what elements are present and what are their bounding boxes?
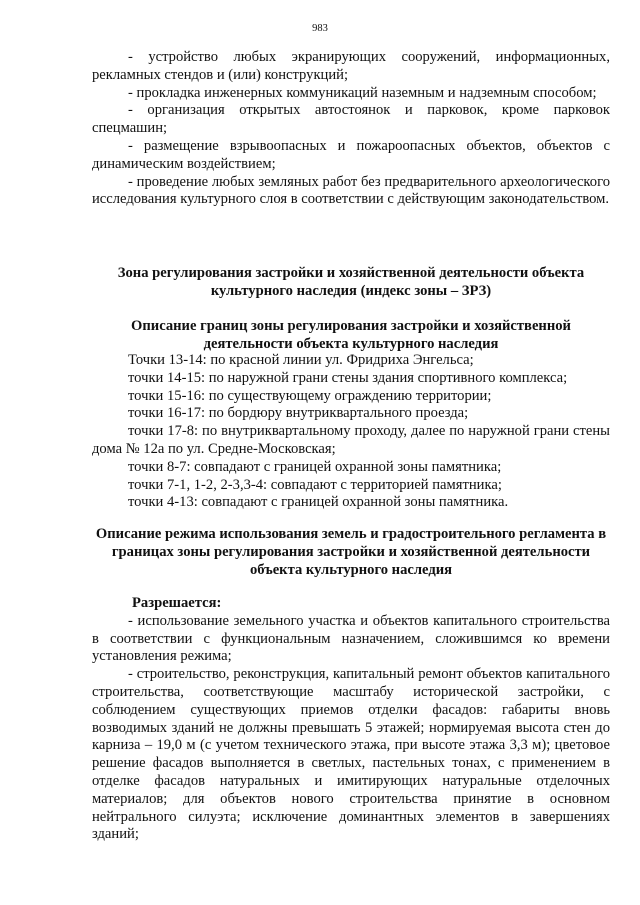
list-item: точки 15-16: по существующему ограждению территории; bbox=[128, 387, 492, 404]
page-number: 983 bbox=[312, 23, 328, 34]
allowed-label: Разрешается: bbox=[132, 595, 222, 611]
list-item: точки 7-1, 1-2, 2-3,3-4: совпадают с территорией памятника; bbox=[128, 476, 502, 493]
list-item: точки 8-7: совпадают с границей охранной зоны памятника; bbox=[128, 458, 502, 475]
allowed-section bbox=[92, 595, 610, 844]
list-item: - прокладка инженерных коммуникаций наземным и надземным способом; bbox=[128, 84, 597, 101]
list-item: Точки 13-14: по красной линии ул. Фридриха Энгельса; bbox=[128, 352, 474, 368]
list-item: точки 16-17: по бордюру внутриквартального проезда; bbox=[128, 405, 469, 422]
list-item: - устройство любых экранирующих сооружений, информационных, рекламных стендов и (или) конструкций; bbox=[92, 49, 610, 83]
boundaries-heading: Описание границ зоны регулирования застройки и хозяйственной деятельности объекта культурного наследия bbox=[131, 318, 571, 352]
list-item: - использование земельного участка и объектов капитального строительства в соответствии с функциональным назначением, сложившимся ко времени установления режима; bbox=[92, 612, 610, 665]
list-item: - организация открытых автостоянок и парковок, кроме парковок спецмашин; bbox=[92, 102, 610, 137]
list-item: точки 17-8: по внутриквартальному проходу, далее по наружной грани стены дома № 12а по ул. Средне-Московская; bbox=[92, 423, 610, 457]
boundary-points bbox=[92, 352, 610, 512]
list-item: точки 4-13: совпадают с границей охранной зоны памятника. bbox=[128, 494, 509, 511]
regime-heading: Описание режима использования земель и градостроительного регламента в границах зоны регулирования застройки и хозяйственной деятельности объекта культурного наследия bbox=[95, 526, 607, 578]
list-item: - строительство, реконструкция, капитальный ремонт объектов капитального строительства, соответствующие масштабу исторической застройки, с соблюдением существующих приемов отделки фасадов: габариты вновь возводимых зданий не должны превышать 5 этажей; нормируемая высота стен до карниза – 19,0 м (с учетом технического этажа, при высоте этажа 3,3 м); цветовое решение фасадов выполняется в светлых, пастельных тонах, с применением в отделке фасадов натуральных и имитирующих натуральные отделочных материалов; для объектов нового строительства принятие в основном нейтрального силуэта; исключение доминантных элементов в завершениях зданий; bbox=[92, 666, 610, 843]
list-item: - проведение любых земляных работ без предварительного археологического исследования культурного слоя в соответствии с действующим законодательством. bbox=[92, 173, 610, 208]
list-item: - размещение взрывоопасных и пожароопасных объектов, объектов с динамическим воздействием; bbox=[92, 137, 610, 172]
zone-heading: Зона регулирования застройки и хозяйственной деятельности объекта культурного наследия (индекс зоны – ЗРЗ) bbox=[117, 265, 585, 299]
list-item: точки 14-15: по наружной грани стены здания спортивного комплекса; bbox=[128, 369, 568, 386]
prohibited-list bbox=[92, 49, 610, 209]
